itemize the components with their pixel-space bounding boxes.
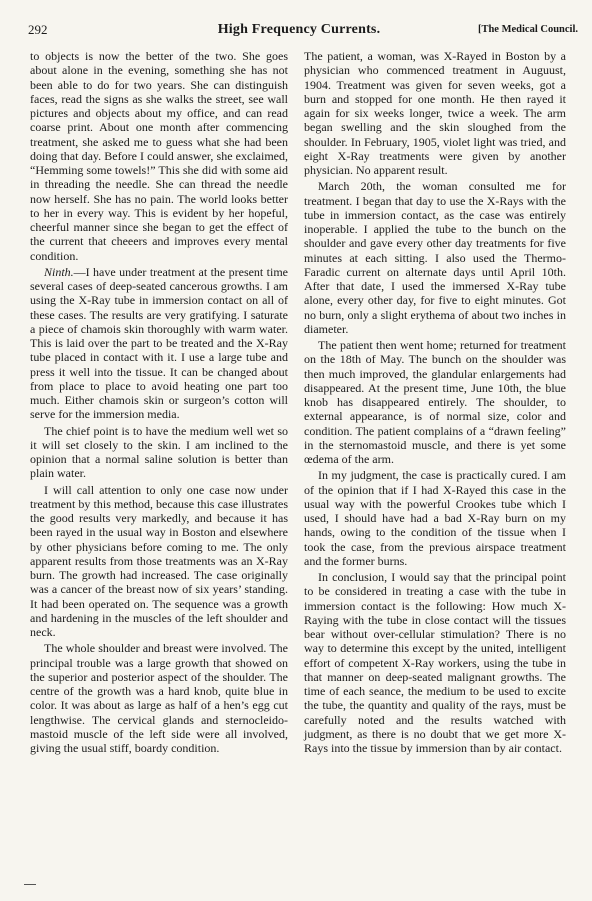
paragraph: In my judgment, the case is practically cured. I am of the opinion that if I had X-Rayed this case in the usual way with the powerful Crookes tube which I used, I should have had a bad X-Ray burn on my hands, owing to the condition of the tissue when I took the case, from the previous airspace treatment and the former burns. <box>304 468 566 568</box>
paragraph: Ninth.—I have under treatment at the present time several cases of deep-seated cancerous growths. I am using the X-Ray tube in immersion contact on all of these cases. The results are very gratifying. I saturate a piece of chamois skin thoroughly with warm water. This is laid over the part to be treated and the X-Ray tube placed in contact with it. I use a large tube and press it well into the tissue. It can be changed about from place to place to avoid heating one part too much. Either chamois skin or surgeon’s cotton will serve for the immersion media. <box>30 264 288 422</box>
paragraph: to objects is now the better of the two. She goes about alone in the evening, something she has not been able to do for two years. She can distinguish faces, read the signs as she walks the street, see wall pictures and objects about my office, and can read coarse print. About one month after commencing treatment, she asked me to guess what she had been doing that day. Before I could answer, she exclaimed, “Hemming some towels!” This she did with some aid in threading the needle. She can thread the needle now herself. She has no pain. The world looks better to her in every way. This is evident by her hopeful, cheerful manner since she began to get the effect of the current that cheeers and improves every mental condition. <box>30 49 288 263</box>
paragraph: The patient, a woman, was X-Rayed in Boston by a physician who commenced treatment in Auguust, 1904. Treatment was given for seven weeks, got a burn and stopped for one month. He then rayed it again for six weeks longer, twice a week. The arm began swelling and the skin sloughed from the shoulder. In February, 1905, violet light was tried, and eight X-Ray treatments were given by another physician. No apparent result. <box>304 49 566 177</box>
page-number: 292 <box>28 22 48 37</box>
paragraph: The patient then went home; returned for treatment on the 18th of May. The bunch on the shoulder was then much improved, the glandular enlargements had disappeared. At the present time, June 10th, the blue knob has disappeared entirely. The shoulder, to external appearance, is of normal size, color and condition. The patient complains of a “drawn feeling” in the sternomastoid muscle, and there is yet some œdema of the arm. <box>304 338 566 466</box>
paragraph: The chief point is to have the medium well wet so it will set closely to the skin. I am inclined to the opinion that a normal saline solution is better than plain water. <box>30 423 288 481</box>
paragraph: The whole shoulder and breast were involved. The principal trouble was a large growth that showed on the superior and posterior aspect of the shoulder. The centre of the growth was a hard knob, quite blue in color. It was about as large as half of a hen’s egg cut lengthwise. The cervical glands and sternocleido-mastoid muscle of the left side were all involved, giving the usual stiff, boardy condition. <box>30 641 288 755</box>
running-title: High Frequency Currents. <box>217 22 381 37</box>
paragraph: I will call attention to only one case now under treatment by this method, because this case illustrates the good results very markedly, and because it has been rayed in the usual way in Boston and elsewhere by other physicians before coming to me. The only apparent results from those treatments was an X-Ray burn. The growth had increased. The case originally was a cancer of the breast now of six years’ standing. It had been operated on. The sequence was a growth and hardening in the muscles of the left shoulder and neck. <box>30 482 288 639</box>
paragraph: In conclusion, I would say that the principal point to be considered in treating a case with the tube in immersion contact is the following: How much X-Raying with the tube in close contact will the tissues bear without over-cellular stimulation? There is no way to determine this except by the united, intelligent effort of competent X-Ray workers, using the tube in that manner on deep-seated malignant growths. The time of each seance, the medium to be used to excite the tube, the quantity and quality of the rays, must be carefully noted and the results watched with judgment, as there is no doubt that we get more X-Rays into the tissue by immersion than by air contact. <box>304 570 566 755</box>
running-header <box>20 22 578 42</box>
paragraph: March 20th, the woman consulted me for treatment. I began that day to use the X-Rays with the tube in immersion contact, as the case was entirely inoperable. I applied the tube to the bunch on the shoulder and gave every other day treatments for five minutes at each sitting. I also used the Thermo-Faradic current on alternate days until April 10th. After that date, I used the immersed X-Ray tube alone, every other day, for five to eight minutes. Got no burn, only a slight erythema of about two inches in diameter. <box>304 179 566 336</box>
left-column <box>30 49 288 755</box>
journal-name: [The Medical Council. <box>477 24 578 35</box>
right-column <box>304 49 566 755</box>
margin-mark <box>24 884 36 885</box>
